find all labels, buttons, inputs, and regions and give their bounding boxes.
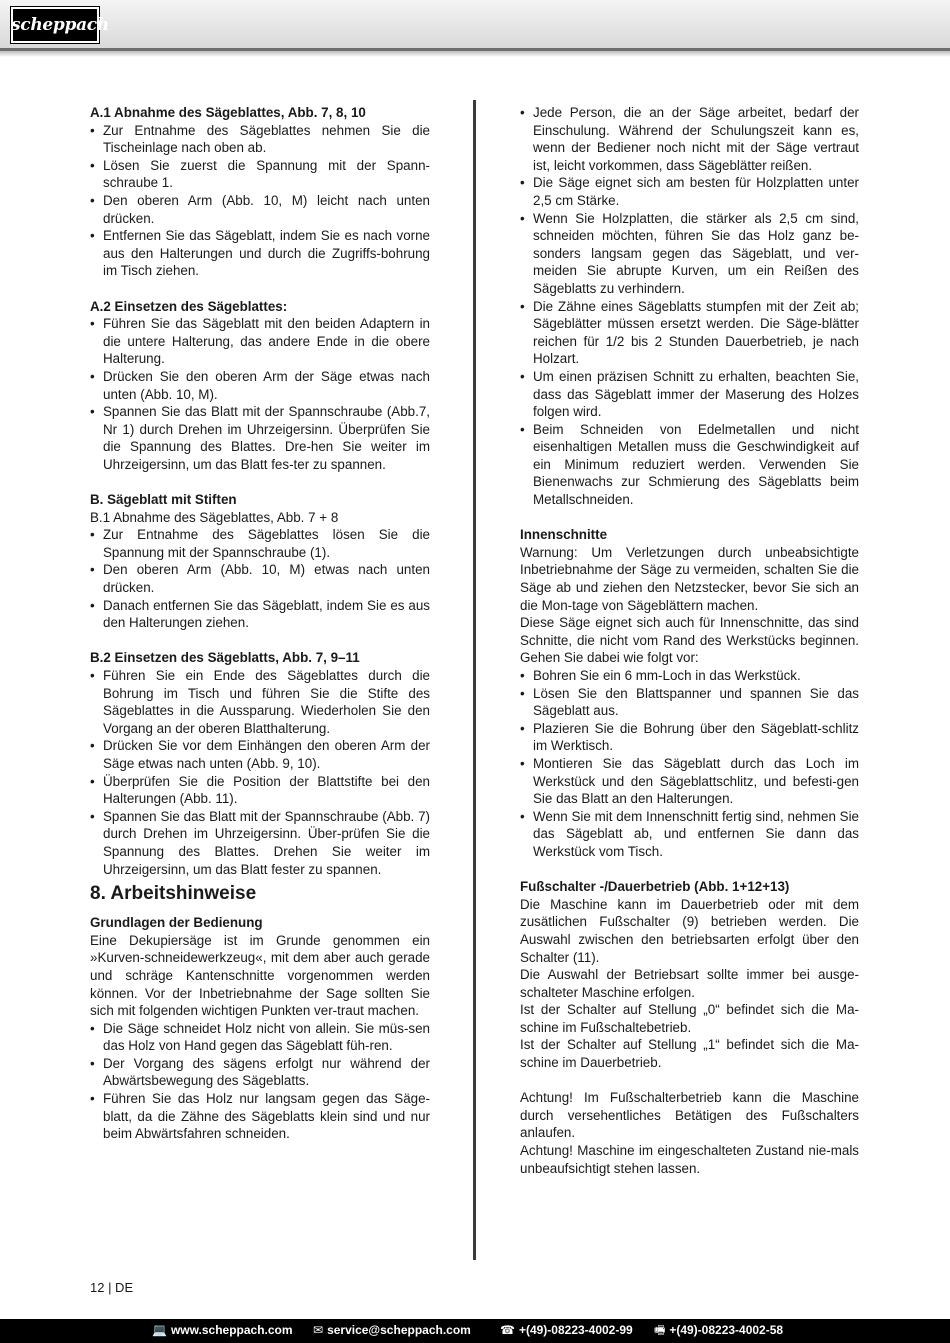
fax-icon: 🖷	[654, 1323, 666, 1337]
fussschalter-text: Die Auswahl der Betriebsart sollte immer bei ausge-schalteter Maschine erfolgen.	[520, 967, 859, 1000]
b2-item: • Überprüfen Sie die Position der Blattstifte bei den Halterungen (Abb. 11).	[90, 773, 430, 808]
innenschnitte-text: Diese Säge eignet sich auch für Innenschnitte, das sind Schnitte, die nicht vom Rand des Werkstücks beginnen. Gehen Sie dabei wie folgt vor:	[520, 615, 859, 666]
b1-item: • Danach entfernen Sie das Sägeblatt, indem Sie es aus den Halterungen ziehen.	[90, 597, 430, 632]
scheppach-logo	[10, 6, 109, 44]
page-number: 12 | DE	[90, 1280, 134, 1295]
innenschnitte-item: • Montieren Sie das Sägeblatt durch das Loch im Werkstück und den Sägeblattschlitz, und befesti-gen Sie das Blatt an den Halterungen.	[520, 755, 859, 808]
footer-website[interactable]	[152, 1319, 293, 1341]
hint-item: • Beim Schneiden von Edelmetallen und nicht eisenhaltigen Metallen muss die Geschwindigkeit auf ein Minimum reduziert werden. Verwenden Sie Bienenwachs zur Schmierung des Sägeblatts beim Metallschneiden.	[520, 421, 859, 509]
a1-item: • Den oberen Arm (Abb. 10, M) leicht nach unten drücken.	[90, 192, 430, 227]
footer-fax	[654, 1319, 783, 1341]
header-shadow	[0, 51, 950, 57]
footer-phone	[500, 1319, 633, 1341]
fussschalter-text: Die Maschine kann im Dauerbetrieb oder mit dem zusätlichen Fußschalter (9) betrieben werden. Die Auswahl zwischen den betriebsarten erfolgt über den Schalter (11).	[520, 896, 859, 965]
logo-text: scheppach	[11, 15, 109, 35]
hint-item: • Die Zähne eines Sägeblatts stumpfen mit der Zeit ab; Sägeblätter müssen ersetzt werden. Die Säge-blätter reichen für 1/2 bis 2 Stunden Dauerbetrieb, je nach Holzart.	[520, 298, 859, 368]
a1-item: • Entfernen Sie das Sägeblatt, indem Sie es nach vorne aus den Halterungen und durch die Zugriffs-bohrung im Tisch ziehen.	[90, 227, 430, 280]
b2-item: • Drücken Sie vor dem Einhängen den oberen Arm der Säge etwas nach unten (Abb. 9, 10).	[90, 737, 430, 772]
phone-text: +(49)-08223-4002-99	[518, 1323, 633, 1337]
hint-item: • Um einen präzisen Schnitt zu erhalten, beachten Sie, dass das Sägeblatt immer der Maserung des Holzes folgen wird.	[520, 368, 859, 421]
fussschalter-warning: Achtung! Im Fußschalterbetrieb kann die Maschine durch versehentliches Betätigen des Fußschalters anlaufen.	[520, 1090, 859, 1141]
b-heading: B. Sägeblatt mit Stiften	[90, 492, 237, 508]
innenschnitte-heading: Innenschnitte	[520, 527, 608, 543]
a1-item: • Zur Entnahme des Sägeblattes nehmen Sie die Tischeinlage nach oben ab.	[90, 122, 430, 157]
a2-item: • Drücken Sie den oberen Arm der Säge etwas nach unten (Abb. 10, M).	[90, 368, 430, 403]
b1-item: • Zur Entnahme des Sägeblattes lösen Sie die Spannung mit der Spannschraube (1).	[90, 526, 430, 561]
b2-item: • Führen Sie ein Ende des Sägeblattes durch die Bohrung im Tisch und führen Sie die Stifte des Sägeblattes in die Aussparung. Wiederholen Sie den Vorgang an der oberen Blatthalterung.	[90, 667, 430, 737]
b1-heading: B.1 Abnahme des Sägeblattes, Abb. 7 + 8	[90, 509, 339, 525]
fussschalter-text: Ist der Schalter auf Stellung „1“ befindet sich die Ma-schine im Dauerbetrieb.	[520, 1037, 859, 1071]
hint-item: • Wenn Sie Holzplatten, die stärker als 2,5 cm sind, schneiden möchten, führen Sie das Holz ganz be-sonders langsam gegen das Sägeblatt, und ver-meiden Sie abrupte Kurven, um ein Reißen des Sägeblatts zu verhindern.	[520, 210, 859, 298]
grundlagen-text: Eine Dekupiersäge ist im Grunde genommen ein »Kurven-schneidewerkzeug«, mit dem aber auch gerade und schräge Kantenschnitte vorgenommen werden können. Vor der Inbetriebnahme der Sage sollten Sie sich mit folgenden wichtigen Punkten ver-traut machen.	[90, 932, 430, 1019]
fussschalter-heading: Fußschalter -/Dauerbetrieb (Abb. 1+12+13)	[520, 879, 790, 895]
website-text: www.scheppach.com	[170, 1323, 293, 1337]
mail-icon: ✉	[313, 1323, 324, 1337]
hint-item: • Jede Person, die an der Säge arbeitet, bedarf der Einschulung. Während der Schulungszeit kann es, wenn der Bediener noch nicht mit der Säge vertraut ist, leicht vorkommen, dass Sägeblätter reißen.	[520, 104, 859, 174]
a2-heading: A.2 Einsetzen des Sägeblattes:	[90, 298, 288, 314]
computer-icon: 💻	[152, 1323, 167, 1337]
b1-item: • Den oberen Arm (Abb. 10, M) etwas nach unten drücken.	[90, 561, 430, 596]
a1-item: • Lösen Sie zuerst die Spannung mit der Spann-schraube 1.	[90, 157, 430, 192]
innenschnitte-item: • Lösen Sie den Blattspanner und spannen Sie das Sägeblatt aus.	[520, 685, 859, 720]
fax-text: +(49)-08223-4002-58	[669, 1323, 784, 1337]
footer-contact-bar	[0, 1319, 950, 1343]
left-column	[90, 104, 430, 1143]
a2-item: • Spannen Sie das Blatt mit der Spannschraube (Abb.7, Nr 1) durch Drehen im Uhrzeigersinn. Überprüfen Sie die Spannung des Blattes. Dre-hen Sie weiter im Uhrzeigersinn, um das Blatt fes-ter zu spannen.	[90, 403, 430, 473]
fussschalter-text: Ist der Schalter auf Stellung „0“ befindet sich die Ma-schine im Fußschaltebetrieb.	[520, 1002, 859, 1035]
innenschnitte-item: • Plazieren Sie die Bohrung über den Sägeblatt-schlitz im Werktisch.	[520, 720, 859, 755]
email-text: service@scheppach.com	[327, 1323, 471, 1337]
right-column	[520, 104, 859, 1177]
innenschnitte-item: • Bohren Sie ein 6 mm-Loch in das Werkstück.	[520, 667, 859, 685]
b2-heading: B.2 Einsetzen des Sägeblatts, Abb. 7, 9–11	[90, 650, 360, 666]
grundlagen-item: • Die Säge schneidet Holz nicht von allein. Sie müs-sen das Holz von Hand gegen das Sägeblatt füh-ren.	[90, 1020, 430, 1055]
hint-item: • Die Säge eignet sich am besten für Holzplatten unter 2,5 cm Stärke.	[520, 174, 859, 209]
page-header	[0, 0, 950, 51]
innenschnitte-warning: Warnung: Um Verletzungen durch unbeabsichtigte Inbetriebnahme der Säge zu vermeiden, schalten Sie die Säge ab und ziehen den Netzstecker, bevor Sie sich an die Mon-tage von Sägeblättern machen.	[520, 544, 859, 613]
a1-heading: A.1 Abnahme des Sägeblattes, Abb. 7, 8, 10	[90, 105, 366, 120]
grundlagen-heading: Grundlagen der Bedienung	[90, 915, 263, 931]
b2-item: • Spannen Sie das Blatt mit der Spannschraube (Abb. 7) durch Drehen im Uhrzeigersinn. Über-prüfen Sie die Spannung des Blattes. Drehen Sie weiter im Uhrzeigersinn, um das Blatt fester zu spannen.	[90, 808, 430, 878]
phone-icon: ☎	[500, 1323, 515, 1337]
grundlagen-item: • Führen Sie das Holz nur langsam gegen das Säge-blatt, da die Zähne des Sägeblatts klein sind und nur beim Abwärtsfahren schneiden.	[90, 1090, 430, 1143]
section-title: 8. Arbeitshinweise	[90, 883, 257, 905]
column-divider	[473, 100, 476, 1260]
fussschalter-warning: Achtung! Maschine im eingeschalteten Zustand nie-mals unbeaufsichtigt stehen lassen.	[520, 1143, 859, 1176]
innenschnitte-item: • Wenn Sie mit dem Innenschnitt fertig sind, nehmen Sie das Sägeblatt ab, und entfernen Sie dann das Werkstück vom Tisch.	[520, 808, 859, 861]
a2-item: • Führen Sie das Sägeblatt mit den beiden Adaptern in die untere Halterung, das andere Ende in die obere Halterung.	[90, 315, 430, 368]
footer-email[interactable]	[313, 1319, 471, 1341]
grundlagen-item: • Der Vorgang des sägens erfolgt nur während der Abwärtsbewegung des Sägeblatts.	[90, 1055, 430, 1090]
